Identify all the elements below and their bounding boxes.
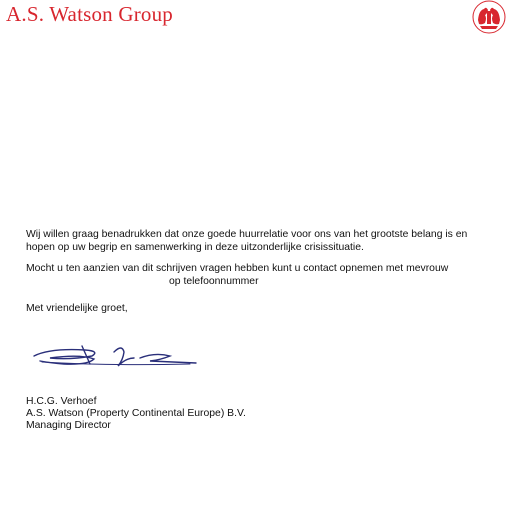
closing-greeting: Met vriendelijke groet, xyxy=(26,303,128,314)
signature-block xyxy=(26,396,246,432)
signatory-name: H.C.G. Verhoef xyxy=(26,396,97,407)
signatory-title: Managing Director xyxy=(26,420,111,431)
lion-crest-icon xyxy=(472,0,506,34)
paragraph-2 xyxy=(26,262,448,288)
paragraph-1-line-1: Wij willen graag benadrukken dat onze goede huurrelatie voor ons van het grootste belang is en xyxy=(26,229,468,240)
paragraph-2-line-2: op telefoonnummer xyxy=(169,276,259,287)
paragraph-2-line-1: Mocht u ten aanzien van dit schrijven vragen hebben kunt u contact opnemen met mevrouw xyxy=(26,263,449,274)
company-name: A.S. Watson Group xyxy=(6,2,173,26)
paragraph-1-line-2: hopen op uw begrip en samenwerking in deze uitzonderlijke crisissituatie. xyxy=(26,242,364,253)
handwritten-signature xyxy=(30,340,200,370)
signatory-company: A.S. Watson (Property Continental Europe) B.V. xyxy=(26,408,246,419)
paragraph-1 xyxy=(26,228,467,254)
